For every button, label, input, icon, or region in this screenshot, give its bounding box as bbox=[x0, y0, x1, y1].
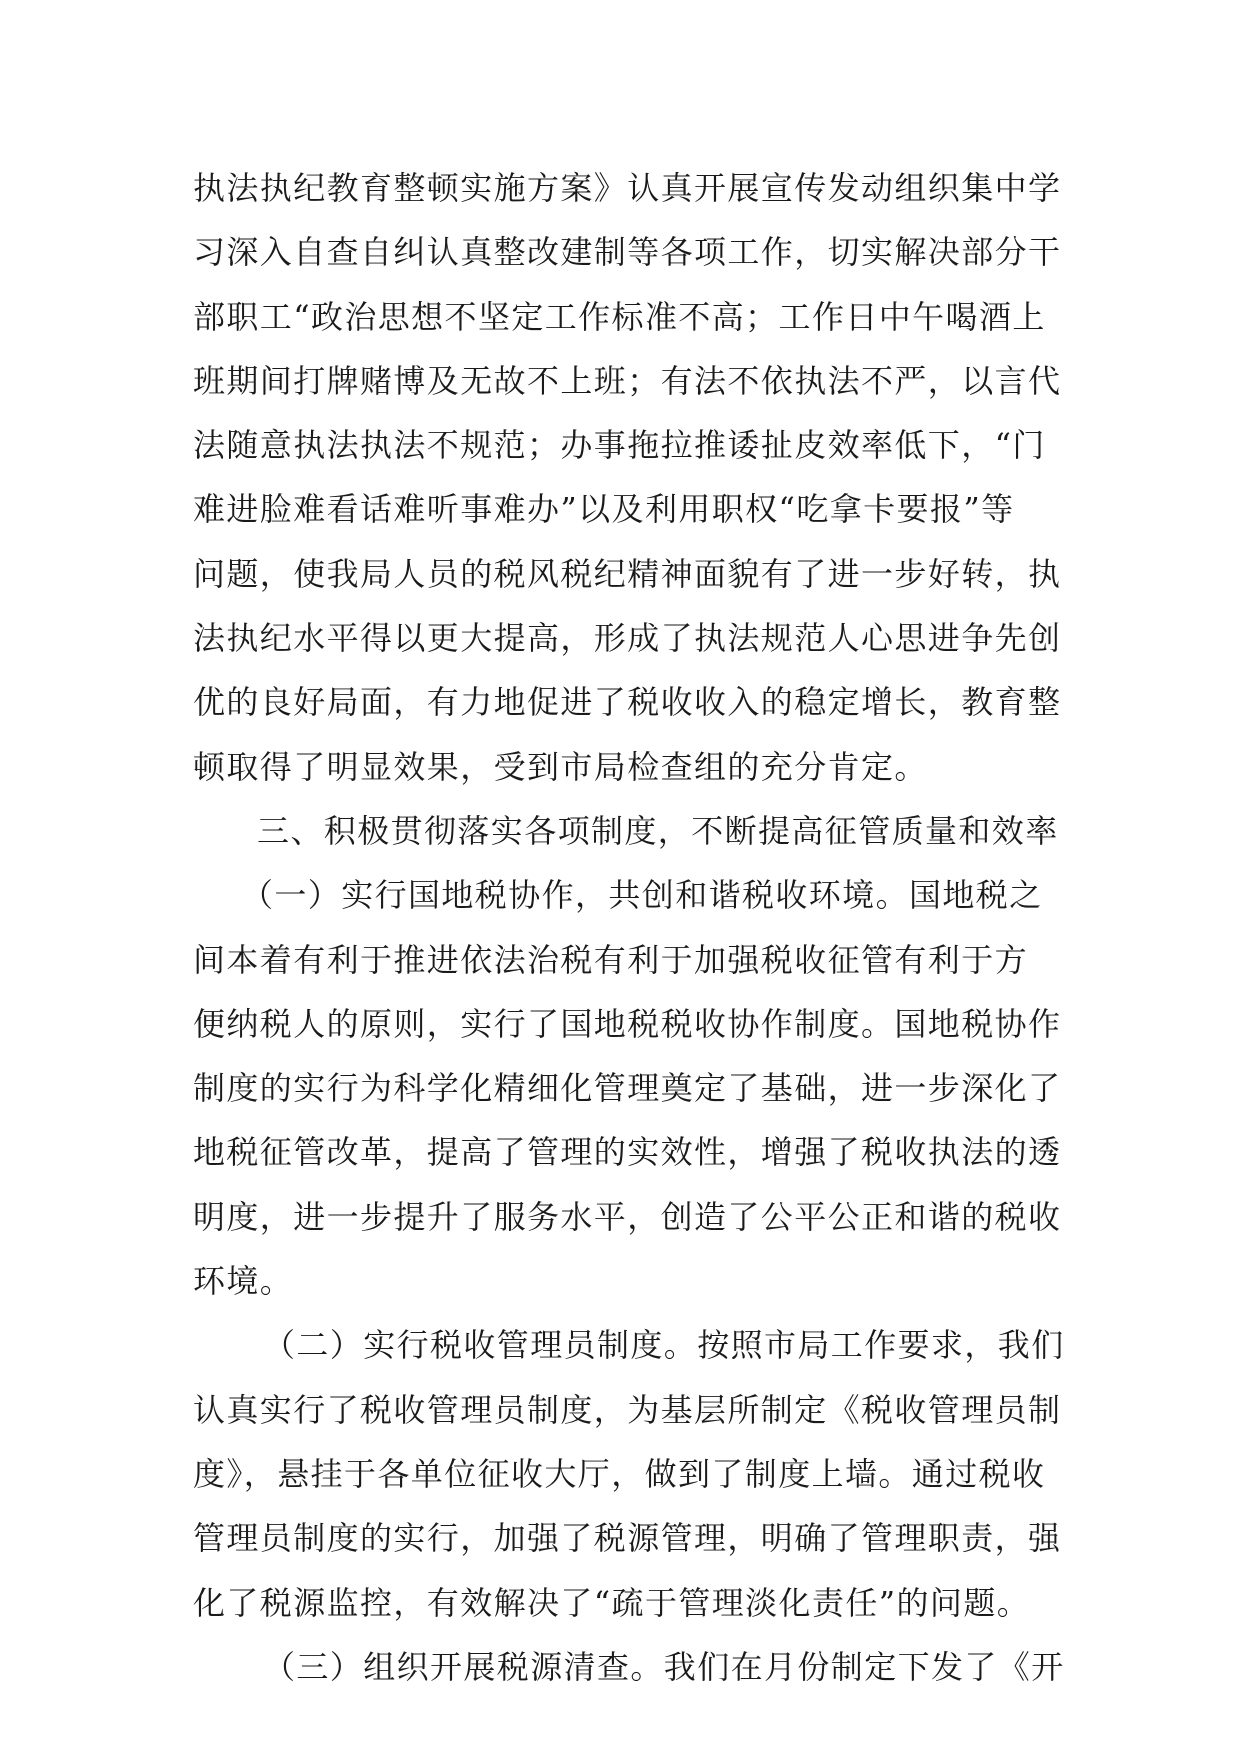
text-line: 化了税源监控，有效解决了“疏于管理淡化责任”的问题。 bbox=[193, 1583, 1031, 1622]
text-line: 间本着有利于推进依法治税有利于加强税收征管有利于方 bbox=[193, 940, 1029, 979]
subsection-heading-line: （二）实行税收管理员制度。按照市局工作要求，我们 bbox=[263, 1326, 1065, 1365]
text-line: 习深入自查自纠认真整改建制等各项工作，切实解决部分干 bbox=[193, 233, 1062, 272]
text-line: 环境。 bbox=[193, 1262, 294, 1301]
section-heading: 三、积极贯彻落实各项制度，不断提高征管质量和效率 bbox=[257, 811, 1059, 850]
text-line: 部职工“政治思想不坚定工作标准不高；工作日中午喝酒上 bbox=[193, 297, 1046, 336]
text-line: 执法执纪教育整顿实施方案》认真开展宣传发动组织集中学 bbox=[193, 169, 1062, 207]
text-line: 地税征管改革，提高了管理的实效性，增强了税收执法的透 bbox=[193, 1133, 1062, 1172]
text-line: 班期间打牌赌博及无故不上班；有法不依执法不严，以言代 bbox=[193, 361, 1062, 400]
text-line: 优的良好局面，有力地促进了税收收入的稳定增长，教育整 bbox=[193, 683, 1062, 722]
subsection-heading-line: （一）实行国地税协作，共创和谐税收环境。国地税之 bbox=[241, 876, 1043, 915]
subsection-heading-line: （三）组织开展税源清查。我们在月份制定下发了《开 bbox=[263, 1647, 1065, 1686]
text-line: 顿取得了明显效果，受到市局检查组的充分肯定。 bbox=[193, 747, 928, 786]
text-line: 法执纪水平得以更大提高，形成了执法规范人心思进争先创 bbox=[193, 619, 1062, 658]
text-line: 明度，进一步提升了服务水平，创造了公平公正和谐的税收 bbox=[193, 1197, 1062, 1236]
text-line: 制度的实行为科学化精细化管理奠定了基础，进一步深化了 bbox=[193, 1069, 1062, 1108]
text-line: 法随意执法执法不规范；办事拖拉推诿扯皮效率低下，“门 bbox=[193, 426, 1046, 465]
text-line: 认真实行了税收管理员制度，为基层所制定《税收管理员制 bbox=[193, 1390, 1062, 1429]
text-line: 问题，使我局人员的税风税纪精神面貌有了进一步好转，执 bbox=[193, 554, 1062, 593]
text-line: 便纳税人的原则，实行了国地税税收协作制度。国地税协作 bbox=[193, 1004, 1062, 1043]
document-body bbox=[193, 156, 1065, 1699]
text-line: 管理员制度的实行，加强了税源管理，明确了管理职责，强 bbox=[193, 1519, 1062, 1558]
text-line: 度》，悬挂于各单位征收大厅，做到了制度上墙。通过税收 bbox=[193, 1454, 1046, 1493]
text-line: 难进脸难看话难听事难办”以及利用职权“吃拿卡要报”等 bbox=[193, 490, 1015, 529]
